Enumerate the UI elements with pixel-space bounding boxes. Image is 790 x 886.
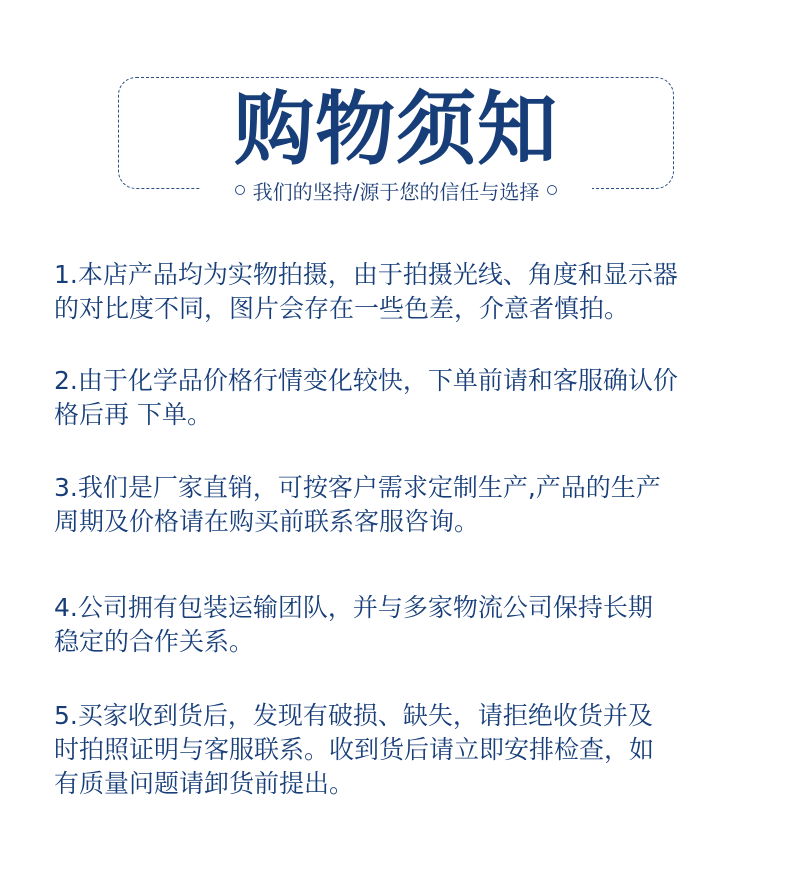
note-5: 5.买家收到货后，发现有破损、缺失，请拒绝收货并及 时拍照证明与客服联系。收到货后请立即安排检查，如 有质量问题请卸货前提出。 (54, 701, 655, 798)
note-3: 3.我们是厂家直销，可按客户需求定制生产,产品的生产 周期及价格请在购买前联系客服咨询。 (54, 473, 661, 536)
subtitle-banner (200, 176, 592, 204)
page-title: 购物须知 (234, 83, 558, 176)
notes-list (54, 258, 754, 839)
note-1: 1.本店产品均为实物拍摄，由于拍摄光线、角度和显示器 的对比度不同，图片会存在一些色差，介意者慎拍。 (54, 260, 678, 323)
note-2: 2.由于化学品价格行情变化较快，下单前请和客服确认价 格后再 下单。 (54, 366, 678, 429)
subtitle: 我们的坚持/源于您的信任与选择 (252, 179, 540, 204)
note-4: 4.公司拥有包装运输团队，并与多家物流公司保持长期 稳定的合作关系。 (54, 593, 653, 656)
left-circle-icon (235, 185, 245, 195)
right-circle-icon (547, 185, 557, 195)
